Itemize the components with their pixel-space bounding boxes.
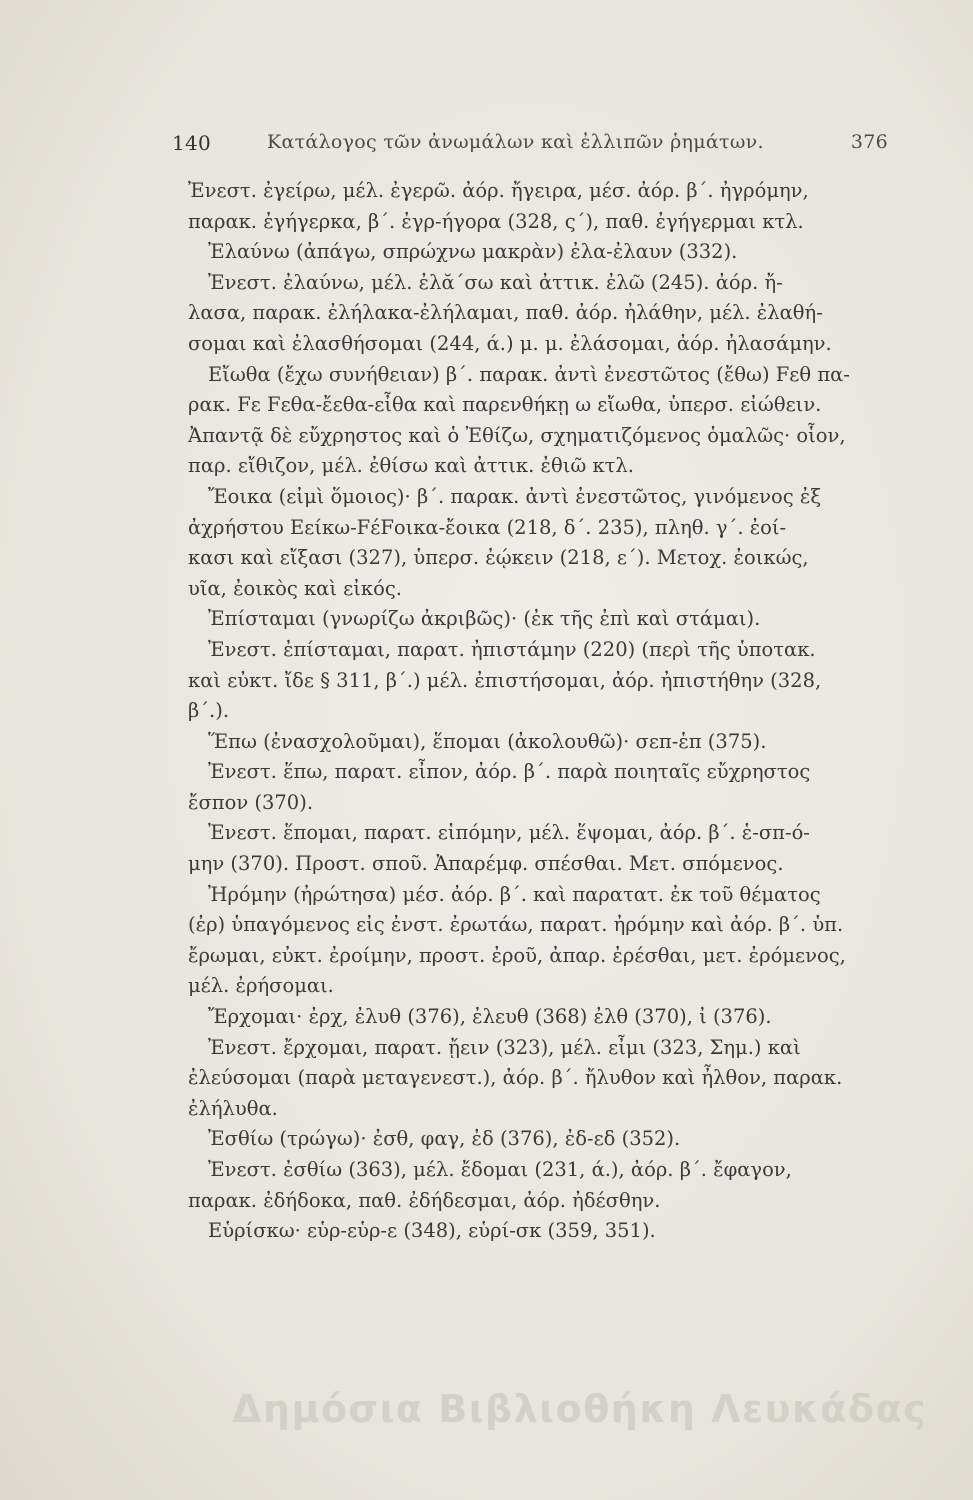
section-number: 376	[850, 131, 888, 153]
text-line: Ἐνεστ. ἕπω, παρατ. εἶπον, ἀόρ. β΄. παρὰ ποιηταῖς εὔχρηστος	[208, 760, 811, 784]
text-line: παρ. εἴθιζον, μέλ. ἐθίσω καὶ ἀττικ. ἐθιῶ κτλ.	[188, 454, 634, 478]
text-line: Εἴωθα (ἔχω συνήθειαν) β΄. παρακ. ἀντὶ ἐνεστῶτος (ἔθω) Fεθ πα-	[208, 362, 850, 386]
text-line: ἐλήλυθα.	[188, 1096, 278, 1120]
text-line: καὶ εὐκτ. ἴδε § 311, β΄.) μέλ. ἐπιστήσομαι, ἀόρ. ἠπιστήθην (328,	[188, 668, 822, 692]
page-body-text	[188, 176, 892, 1247]
text-line: σομαι καὶ ἐλασθήσομαι (244, ά.) μ. μ. ἐλάσομαι, ἀόρ. ἠλασάμην.	[188, 331, 832, 355]
text-line: ἐλεύσομαι (παρὰ μεταγενεστ.), ἀόρ. β΄. ἤλυθον καὶ ἦλθον, παρακ.	[188, 1066, 843, 1090]
text-line: Ἐνεστ. ἕπομαι, παρατ. εἱπόμην, μέλ. ἕψομαι, ἀόρ. β΄. ἑ-σπ-ό-	[208, 821, 810, 845]
text-line: κασι καὶ εἴξασι (327), ὑπερσ. ἐῴκειν (218, ε΄). Μετοχ. ἐοικώς,	[188, 546, 809, 570]
text-line: Ἔρχομαι· ἐρχ, ἐλυθ (376), ἐλευθ (368) ἐλθ (370), ἰ (376).	[208, 1005, 772, 1029]
text-line: Ἐπίσταμαι (γνωρίζω ἀκριβῶς)· (ἐκ τῆς ἐπὶ καὶ στάμαι).	[208, 607, 761, 631]
text-line: ἔσπον (370).	[188, 790, 314, 814]
text-line: λασα, παρακ. ἐλήλακα-ἐλήλαμαι, παθ. ἀόρ. ἠλάθην, μέλ. ἐλαθή-	[188, 301, 823, 325]
text-line: Ἐνεστ. ἐπίσταμαι, παρατ. ἠπιστάμην (220) (περὶ τῆς ὑποτακ.	[208, 637, 816, 661]
text-line: Ἕπω (ἐνασχολοῦμαι), ἕπομαι (ἀκολουθῶ)· σεπ-ἑπ (375).	[208, 729, 767, 753]
text-line: παρακ. ἐγήγερκα, β΄. ἐγρ-ήγορα (328, ς΄), παθ. ἐγήγερμαι κτλ.	[188, 209, 804, 233]
text-line: Ἐνεστ. ἐγείρω, μέλ. ἐγερῶ. ἀόρ. ἤγειρα, μέσ. ἀόρ. β΄. ἠγρόμην,	[188, 179, 809, 202]
text-line: Εὑρίσκω· εὑρ-εὑρ-ε (348), εὑρί-σκ (359, 351).	[208, 1219, 656, 1243]
page-header	[172, 131, 888, 161]
text-line: υῖα, ἐοικὸς καὶ εἰκός.	[188, 576, 402, 600]
text-line: Ἔοικα (εἰμὶ ὅμοιος)· β΄. παρακ. ἀντὶ ἐνεστῶτος, γινόμενος ἐξ	[208, 484, 822, 508]
text-line: Ἐνεστ. ἐλαύνω, μέλ. ἐλᾰ΄σω καὶ ἀττικ. ἐλῶ (245). ἀόρ. ἤ-	[208, 270, 783, 294]
text-line: μέλ. ἐρήσομαι.	[188, 974, 334, 998]
text-line: Ἐνεστ. ἔρχομαι, παρατ. ᾔειν (323), μέλ. εἶμι (323, Σημ.) καὶ	[208, 1035, 801, 1059]
running-title: Κατάλογος τῶν ἀνωμάλων καὶ ἐλλιπῶν ῥημάτων.	[267, 131, 764, 153]
text-line: β΄.).	[188, 699, 230, 723]
text-line: Ἀπαντᾷ δὲ εὔχρηστος καὶ ὁ Ἐθίζω, σχηματιζόμενος ὁμαλῶς· οἷον,	[188, 423, 846, 447]
text-line: παρακ. ἐδήδοκα, παθ. ἐδήδεσμαι, ἀόρ. ἠδέσθην.	[188, 1188, 661, 1212]
text-line: Ἠρόμην (ἠρώτησα) μέσ. ἀόρ. β΄. καὶ παρατατ. ἐκ τοῦ θέματος	[208, 882, 821, 906]
text-line: μην (370). Προστ. σποῦ. Ἀπαρέμφ. σπέσθαι. Μετ. σπόμενος.	[188, 852, 784, 876]
page-number: 140	[172, 131, 212, 155]
text-line: (ἐρ) ὑπαγόμενος εἰς ἐνστ. ἐρωτάω, παρατ. ἠρόμην καὶ ἀόρ. β΄. ὑπ.	[188, 913, 844, 937]
text-line: Ἐσθίω (τρώγω)· ἐσθ, φαγ, ἐδ (376), ἐδ-εδ (352).	[208, 1127, 681, 1151]
text-line: ρακ. Fε Fεθα-ἔεθα-εἶθα καὶ παρενθήκῃ ω εἴωθα, ὑπερσ. εἰώθειν.	[188, 393, 822, 417]
text-line: ἔρωμαι, εὐκτ. ἐροίμην, προστ. ἐροῦ, ἀπαρ. ἐρέσθαι, μετ. ἐρόμενος,	[188, 943, 846, 967]
text-line: Ἐνεστ. ἐσθίω (363), μέλ. ἔδομαι (231, ά.), ἀόρ. β΄. ἔφαγον,	[208, 1158, 792, 1181]
text-line: Ἐλαύνω (ἀπάγω, σπρώχνω μακρὰν) ἐλα-ἐλαυν (332).	[208, 240, 738, 264]
library-watermark: Δημόσια Βιβλιοθήκη Λευκάδας	[232, 1387, 928, 1431]
text-line: ἀχρήστου Εείκω-FέFοικα-ἔοικα (218, δ΄. 235), πληθ. γ΄. ἐοί-	[188, 515, 787, 539]
